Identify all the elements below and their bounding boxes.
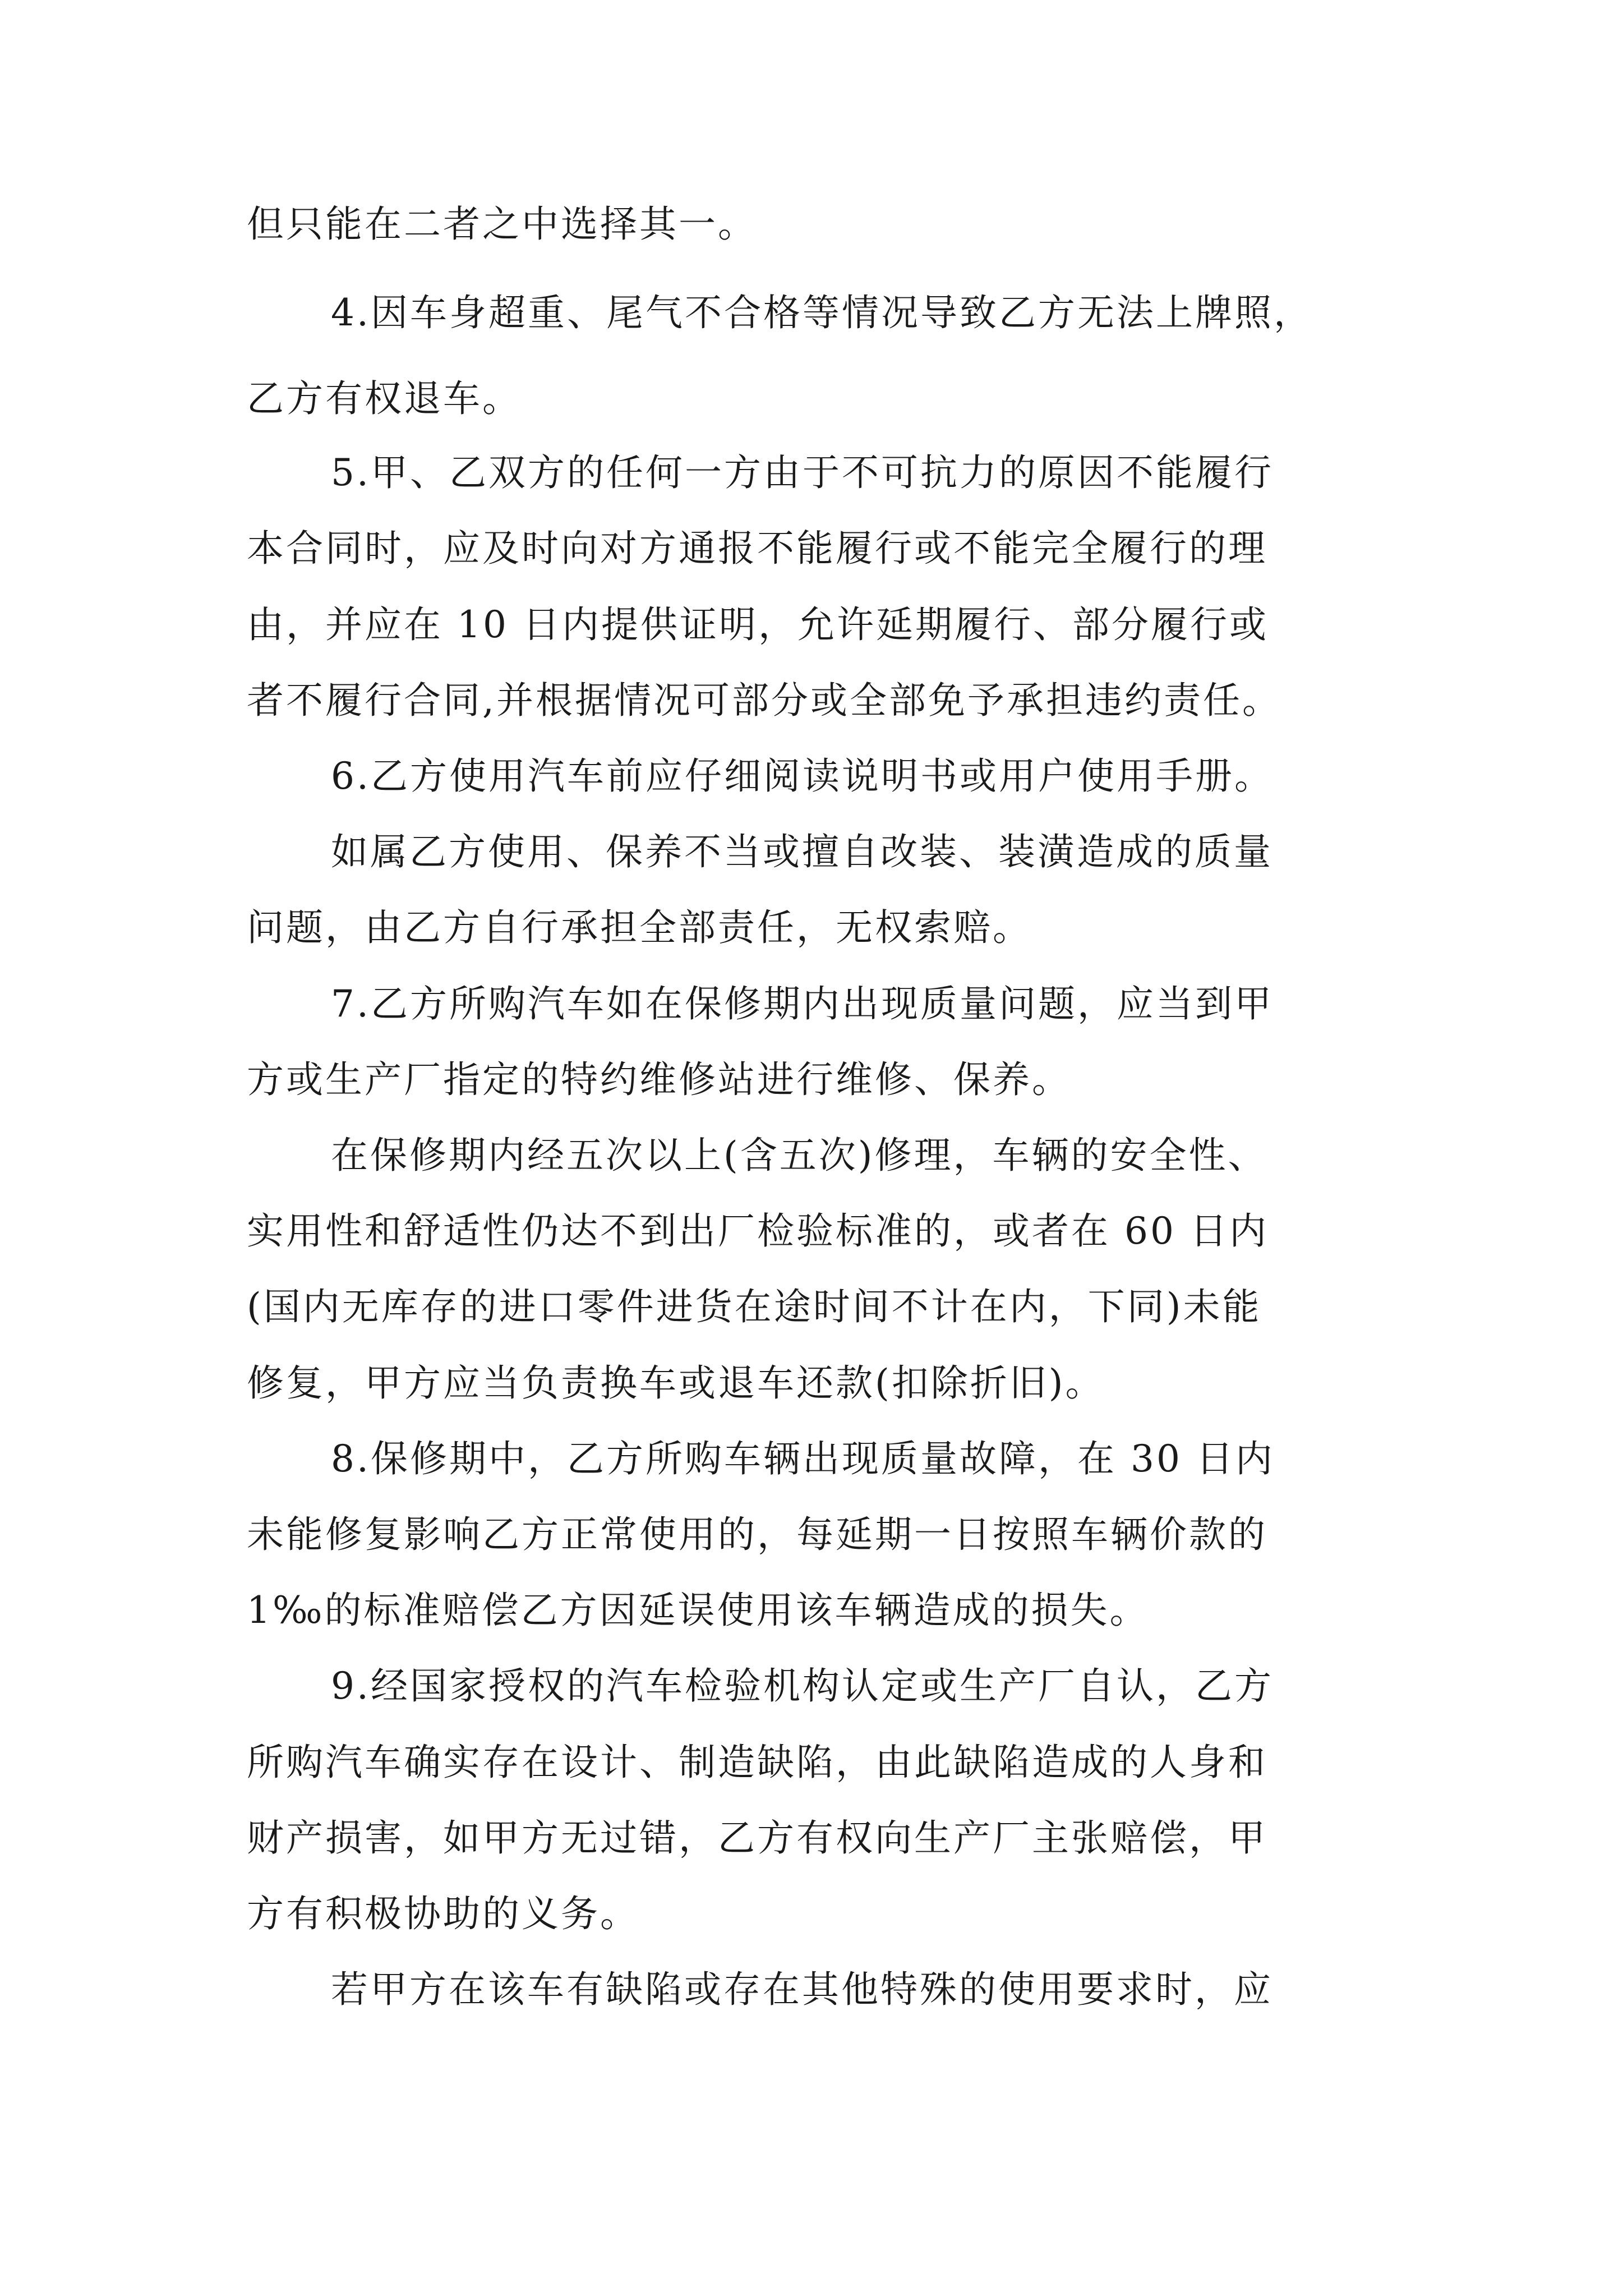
text-line: (国内无库存的进口零件进货在途时间不计在内，下同)未能 [247,1285,1262,1328]
text-line: 6.乙方使用汽车前应仔细阅读说明书或用户使用手册。 [331,754,1274,798]
text-line: 乙方有权退车。 [247,377,522,420]
text-line: 本合同时，应及时向对方通报不能履行或不能完全履行的理 [247,527,1267,570]
text-line: 在保修期内经五次以上(含五次)修理，车辆的安全性、 [331,1134,1267,1177]
text-line: 实用性和舒适性仍达不到出厂检验标准的，或者在 60 日内 [247,1209,1269,1253]
text-line: 财产损害，如甲方无过错，乙方有权向生产厂主张赔偿，甲 [247,1816,1267,1860]
text-line: 9.经国家授权的汽车检验机构认定或生产厂自认，乙方 [331,1664,1274,1708]
text-line: 者不履行合同,并根据情况可部分或全部免予承担违约责任。 [247,679,1281,722]
text-line: 5.甲、乙双方的任何一方由于不可抗力的原因不能履行 [331,451,1274,494]
text-line: 问题，由乙方自行承担全部责任，无权索赔。 [247,906,1032,949]
text-line: 方有积极协助的义务。 [247,1892,639,1935]
text-line: 7.乙方所购汽车如在保修期内出现质量问题，应当到甲 [331,982,1274,1025]
text-line: 未能修复影响乙方正常使用的，每延期一日按照车辆价款的 [247,1513,1267,1556]
text-line: 所购汽车确实存在设计、制造缺陷，由此缺陷造成的人身和 [247,1741,1267,1784]
text-line: 若甲方在该车有缺陷或存在其他特殊的使用要求时，应 [331,1968,1273,2011]
text-line: 4.因车身超重、尾气不合格等情况导致乙方无法上牌照， [331,291,1313,334]
text-line: 8.保修期中，乙方所购车辆出现质量故障，在 30 日内 [331,1437,1275,1480]
text-line: 但只能在二者之中选择其一。 [247,203,757,246]
text-line: 方或生产厂指定的特约维修站进行维修、保养。 [247,1058,1071,1101]
text-line: 1‰的标准赔偿乙方因延误使用该车辆造成的损失。 [247,1589,1149,1632]
text-line: 修复，甲方应当负责换车或退车还款(扣除折旧)。 [247,1361,1105,1405]
text-line: 如属乙方使用、保养不当或擅自改装、装潢造成的质量 [331,830,1273,873]
text-line: 由，并应在 10 日内提供证明，允许延期履行、部分履行或 [247,603,1269,646]
